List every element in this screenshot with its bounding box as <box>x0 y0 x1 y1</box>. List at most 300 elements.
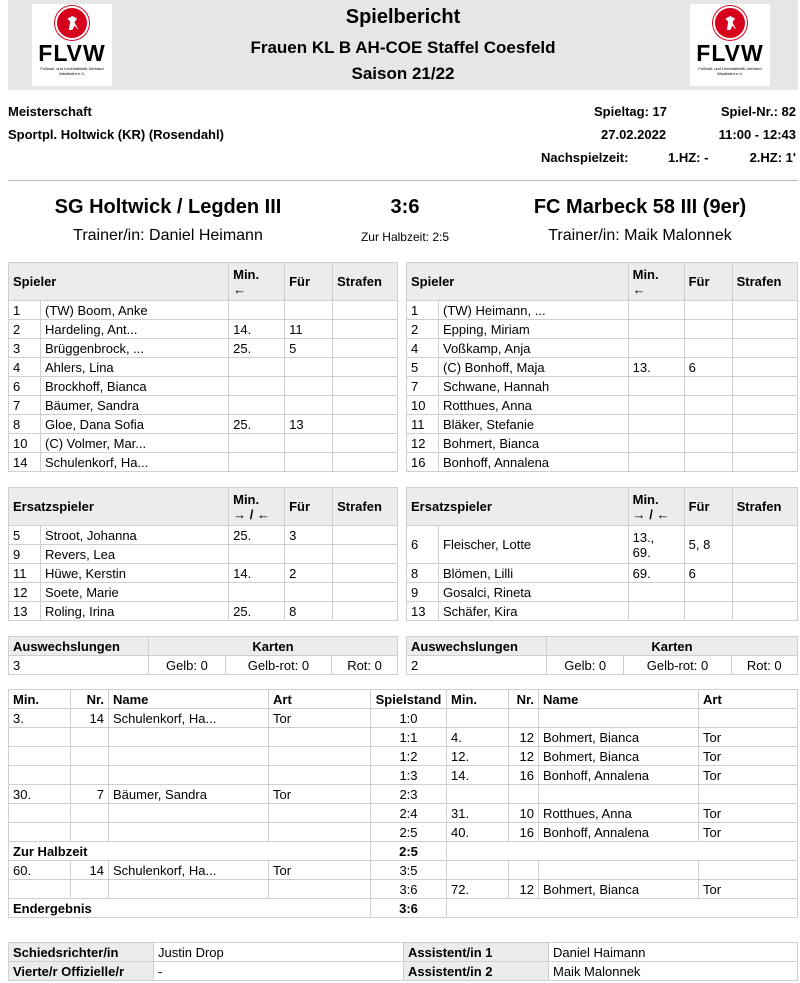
final-score: 3:6 <box>390 196 420 218</box>
auswechslungen-header: Auswechslungen <box>407 637 547 656</box>
player-minute: 14. <box>229 320 285 339</box>
away-event-player: Bohmert, Bianca <box>539 728 699 747</box>
player-number: 7 <box>9 396 41 415</box>
minute-label: Min. <box>632 491 659 507</box>
event-row <box>9 842 798 861</box>
player-name: Bonhoff, Annalena <box>439 453 629 472</box>
home-event-number: 14 <box>71 709 109 728</box>
player-row <box>9 526 398 545</box>
away-trainer: Trainer/in: Maik Malonnek <box>548 227 732 244</box>
player-minute <box>628 377 684 396</box>
player-number: 2 <box>407 320 439 339</box>
away-event-type <box>699 785 798 804</box>
minute-arrow-icon: ← <box>233 281 247 297</box>
away-event-type <box>699 861 798 880</box>
player-row <box>407 396 798 415</box>
player-number: 6 <box>9 377 41 396</box>
assistant2-name: Maik Malonnek <box>549 962 798 981</box>
flvw-logo-right: FLVW Fußball- und Leichtathletik-Verband Westfalen e.V. <box>690 4 770 86</box>
home-event-number <box>71 804 109 823</box>
event-row <box>9 804 798 823</box>
player-name: Epping, Miriam <box>439 320 629 339</box>
home-sub-count: 3 <box>9 656 149 675</box>
home-event-type <box>269 728 371 747</box>
player-row <box>407 526 798 564</box>
event-summary-label: Endergebnis <box>9 899 371 918</box>
event-score: 3:6 <box>371 880 447 899</box>
away-subs-table <box>406 487 798 621</box>
league-name: Frauen KL B AH-COE Staffel Coesfeld <box>250 38 556 57</box>
away-event-minute: 14. <box>447 766 509 785</box>
divider <box>8 180 798 181</box>
player-for <box>285 396 333 415</box>
home-event-player <box>109 880 269 899</box>
match-number: Spiel-Nr.: 82 <box>720 104 796 119</box>
player-minute <box>628 320 684 339</box>
player-number: 5 <box>407 358 439 377</box>
player-name: Roling, Irina <box>41 602 229 621</box>
player-minute <box>229 545 285 564</box>
away-event-player <box>539 861 699 880</box>
player-number: 1 <box>9 301 41 320</box>
home-yellow: Gelb: 0 <box>149 656 226 675</box>
officials-table <box>8 942 798 981</box>
away-event-number <box>509 861 539 880</box>
player-minute <box>229 301 285 320</box>
player-row <box>9 434 398 453</box>
season: Saison 21/22 <box>351 64 455 83</box>
home-event-player: Schulenkorf, Ha... <box>109 709 269 728</box>
player-name: Bohmert, Bianca <box>439 434 629 453</box>
player-name: Revers, Lea <box>41 545 229 564</box>
player-name: (TW) Heimann, ... <box>439 301 629 320</box>
event-row <box>9 728 798 747</box>
player-col-header: Spieler <box>9 263 229 301</box>
match-events-table <box>8 689 798 918</box>
player-row <box>9 564 398 583</box>
event-name-header: Name <box>539 690 699 709</box>
event-score: 3:6 <box>371 899 447 918</box>
player-name: Brockhoff, Bianca <box>41 377 229 396</box>
player-row <box>9 545 398 564</box>
player-row <box>407 453 798 472</box>
home-event-player <box>109 766 269 785</box>
player-name: Hardeling, Ant... <box>41 320 229 339</box>
minute-col-header <box>628 263 684 301</box>
player-penalty <box>732 358 797 377</box>
away-red: Rot: 0 <box>731 656 797 675</box>
away-yellow: Gelb: 0 <box>547 656 624 675</box>
home-event-type <box>269 747 371 766</box>
player-number: 12 <box>407 434 439 453</box>
away-event-type: Tor <box>699 747 798 766</box>
home-event-minute: 3. <box>9 709 71 728</box>
away-event-player <box>539 785 699 804</box>
auswechslungen-header: Auswechslungen <box>9 637 149 656</box>
home-event-number: 14 <box>71 861 109 880</box>
competition: Meisterschaft <box>8 104 92 119</box>
home-event-number <box>71 766 109 785</box>
player-for: 8 <box>285 602 333 621</box>
player-penalty <box>732 415 797 434</box>
event-row <box>9 766 798 785</box>
home-event-minute <box>9 766 71 785</box>
player-name: Schwane, Hannah <box>439 377 629 396</box>
away-event-number: 10 <box>509 804 539 823</box>
player-minute: 25. <box>229 415 285 434</box>
home-event-player: Schulenkorf, Ha... <box>109 861 269 880</box>
player-row <box>407 377 798 396</box>
player-name: Fleischer, Lotte <box>439 526 629 564</box>
player-number: 6 <box>407 526 439 564</box>
player-row <box>9 583 398 602</box>
away-event-number: 16 <box>509 766 539 785</box>
away-event-minute: 31. <box>447 804 509 823</box>
nachspielzeit-label: Nachspielzeit: <box>541 150 629 165</box>
event-score-header: Spielstand <box>371 690 447 709</box>
assistant2-label: Assistent/in 2 <box>404 962 549 981</box>
assistant1-name: Daniel Haimann <box>549 943 798 962</box>
away-event-minute: 72. <box>447 880 509 899</box>
away-event-player: Bohmert, Bianca <box>539 880 699 899</box>
away-event-type: Tor <box>699 766 798 785</box>
player-for: 3 <box>285 526 333 545</box>
player-name: Stroot, Johanna <box>41 526 229 545</box>
player-for <box>684 377 732 396</box>
away-event-number: 16 <box>509 823 539 842</box>
home-event-type: Tor <box>269 709 371 728</box>
home-team: SG Holtwick / Legden III <box>54 196 282 218</box>
penalty-col-header: Strafen <box>333 488 398 526</box>
player-minute <box>628 434 684 453</box>
home-yellow-red: Gelb-rot: 0 <box>225 656 331 675</box>
player-number: 11 <box>9 564 41 583</box>
event-score: 1:2 <box>371 747 447 766</box>
player-for <box>684 301 732 320</box>
player-for <box>285 453 333 472</box>
away-event-player: Bonhoff, Annalena <box>539 823 699 842</box>
player-penalty <box>732 526 797 564</box>
player-name: Gloe, Dana Sofia <box>41 415 229 434</box>
event-min-header: Min. <box>447 690 509 709</box>
player-for: 6 <box>684 564 732 583</box>
player-penalty <box>732 434 797 453</box>
matchday: Spieltag: 17 <box>594 104 667 119</box>
penalty-col-header: Strafen <box>732 263 797 301</box>
away-sub-count: 2 <box>407 656 547 675</box>
match-time: 11:00 - 12:43 <box>718 127 796 142</box>
event-score: 2:3 <box>371 785 447 804</box>
minute-arrow-icon: ← <box>632 281 646 297</box>
player-row <box>9 453 398 472</box>
home-event-type <box>269 804 371 823</box>
player-row <box>9 320 398 339</box>
player-for <box>684 415 732 434</box>
player-number: 4 <box>9 358 41 377</box>
player-for <box>285 545 333 564</box>
player-penalty <box>732 564 797 583</box>
minute-col-header <box>229 263 285 301</box>
event-row <box>9 747 798 766</box>
home-event-minute: 60. <box>9 861 71 880</box>
minute-arrow-icon: → / ← <box>233 506 270 522</box>
player-row <box>9 377 398 396</box>
event-summary-label: Zur Halbzeit <box>9 842 371 861</box>
player-penalty <box>732 320 797 339</box>
second-half-extra: 2.HZ: 1' <box>749 150 796 165</box>
player-penalty <box>732 301 797 320</box>
home-event-type <box>269 823 371 842</box>
home-event-player <box>109 823 269 842</box>
minute-label: Min. <box>632 266 659 282</box>
minute-col-header <box>628 488 684 526</box>
player-name: Schäfer, Kira <box>439 602 629 621</box>
event-row <box>9 823 798 842</box>
away-players-table <box>406 262 798 472</box>
player-minute <box>628 453 684 472</box>
player-row <box>407 564 798 583</box>
away-event-minute <box>447 709 509 728</box>
player-for <box>285 301 333 320</box>
event-score: 2:5 <box>371 842 447 861</box>
for-col-header: Für <box>285 263 333 301</box>
event-nr-header: Nr. <box>509 690 539 709</box>
player-number: 13 <box>407 602 439 621</box>
away-event-number <box>509 709 539 728</box>
away-event-number <box>509 785 539 804</box>
player-penalty <box>333 453 398 472</box>
player-number: 9 <box>9 545 41 564</box>
away-event-type <box>699 709 798 728</box>
event-empty <box>447 899 798 918</box>
away-team: FC Marbeck 58 III (9er) <box>533 196 747 218</box>
player-penalty <box>333 396 398 415</box>
minute-label: Min. <box>233 491 260 507</box>
assistant1-label: Assistent/in 1 <box>404 943 549 962</box>
away-event-player: Rotthues, Anna <box>539 804 699 823</box>
player-minute <box>229 396 285 415</box>
player-name: Soete, Marie <box>41 583 229 602</box>
penalty-col-header: Strafen <box>732 488 797 526</box>
event-nr-header: Nr. <box>71 690 109 709</box>
event-row <box>9 899 798 918</box>
home-event-minute <box>9 880 71 899</box>
event-row <box>9 785 798 804</box>
player-minute: 13., 69. <box>628 526 684 564</box>
player-number: 9 <box>407 583 439 602</box>
home-event-player: Bäumer, Sandra <box>109 785 269 804</box>
match-date: 27.02.2022 <box>601 127 667 142</box>
player-row <box>407 583 798 602</box>
player-penalty <box>333 377 398 396</box>
fourth-official-label: Vierte/r Offizielle/r <box>9 962 154 981</box>
player-name: Ahlers, Lina <box>41 358 229 377</box>
player-for <box>684 602 732 621</box>
home-trainer: Trainer/in: Daniel Heimann <box>73 227 263 244</box>
karten-header: Karten <box>149 637 398 656</box>
player-for <box>684 396 732 415</box>
player-row <box>9 602 398 621</box>
player-name: (TW) Boom, Anke <box>41 301 229 320</box>
player-number: 4 <box>407 339 439 358</box>
event-row <box>9 709 798 728</box>
player-for: 11 <box>285 320 333 339</box>
minute-col-header <box>229 488 285 526</box>
away-event-number: 12 <box>509 747 539 766</box>
event-type-header: Art <box>269 690 371 709</box>
player-penalty <box>732 602 797 621</box>
player-row <box>9 301 398 320</box>
away-event-minute <box>447 861 509 880</box>
player-minute: 14. <box>229 564 285 583</box>
home-event-player <box>109 804 269 823</box>
player-number: 13 <box>9 602 41 621</box>
for-col-header: Für <box>684 488 732 526</box>
player-col-header: Ersatzspieler <box>9 488 229 526</box>
minute-label: Min. <box>233 266 260 282</box>
player-name: (C) Volmer, Mar... <box>41 434 229 453</box>
player-penalty <box>333 358 398 377</box>
home-event-type: Tor <box>269 861 371 880</box>
player-minute: 25. <box>229 602 285 621</box>
event-min-header: Min. <box>9 690 71 709</box>
player-penalty <box>732 339 797 358</box>
away-event-type: Tor <box>699 880 798 899</box>
fourth-official-name: - <box>154 962 404 981</box>
penalty-col-header: Strafen <box>333 263 398 301</box>
player-number: 12 <box>9 583 41 602</box>
player-name: Blömen, Lilli <box>439 564 629 583</box>
player-name: Gosalci, Rineta <box>439 583 629 602</box>
away-event-number: 12 <box>509 880 539 899</box>
player-row <box>407 301 798 320</box>
away-event-minute: 12. <box>447 747 509 766</box>
away-event-type: Tor <box>699 823 798 842</box>
player-penalty <box>333 320 398 339</box>
player-penalty <box>732 377 797 396</box>
event-name-header: Name <box>109 690 269 709</box>
player-row <box>407 434 798 453</box>
horse-emblem-icon <box>55 6 89 40</box>
player-penalty <box>333 301 398 320</box>
player-row <box>407 415 798 434</box>
player-name: Schulenkorf, Ha... <box>41 453 229 472</box>
home-event-minute: 30. <box>9 785 71 804</box>
player-penalty <box>333 602 398 621</box>
away-event-minute: 40. <box>447 823 509 842</box>
event-row <box>9 861 798 880</box>
home-event-minute <box>9 823 71 842</box>
player-row <box>9 415 398 434</box>
referee-name: Justin Drop <box>154 943 404 962</box>
player-name: Rotthues, Anna <box>439 396 629 415</box>
player-name: Voßkamp, Anja <box>439 339 629 358</box>
player-penalty <box>333 564 398 583</box>
player-for <box>684 434 732 453</box>
report-title: Spielbericht <box>345 6 461 28</box>
player-for <box>684 583 732 602</box>
away-event-minute <box>447 785 509 804</box>
player-minute <box>229 583 285 602</box>
player-minute <box>229 434 285 453</box>
player-number: 14 <box>9 453 41 472</box>
player-number: 5 <box>9 526 41 545</box>
away-event-type: Tor <box>699 804 798 823</box>
player-number: 16 <box>407 453 439 472</box>
event-score: 1:3 <box>371 766 447 785</box>
player-for: 6 <box>684 358 732 377</box>
player-name: Bläker, Stefanie <box>439 415 629 434</box>
player-for: 5 <box>285 339 333 358</box>
player-penalty <box>732 583 797 602</box>
player-for: 5, 8 <box>684 526 732 564</box>
away-yellow-red: Gelb-rot: 0 <box>624 656 731 675</box>
home-event-minute <box>9 747 71 766</box>
player-col-header: Ersatzspieler <box>407 488 629 526</box>
event-score: 1:1 <box>371 728 447 747</box>
away-event-minute: 4. <box>447 728 509 747</box>
player-penalty <box>333 434 398 453</box>
home-players-table <box>8 262 398 472</box>
home-event-minute <box>9 804 71 823</box>
home-event-number <box>71 823 109 842</box>
home-summary-table <box>8 636 398 675</box>
player-number: 3 <box>9 339 41 358</box>
away-event-player <box>539 709 699 728</box>
player-minute <box>628 583 684 602</box>
player-minute: 69. <box>628 564 684 583</box>
player-name: Bäumer, Sandra <box>41 396 229 415</box>
player-number: 1 <box>407 301 439 320</box>
player-minute <box>628 415 684 434</box>
event-empty <box>447 842 798 861</box>
player-number: 7 <box>407 377 439 396</box>
report-header <box>8 0 798 90</box>
event-type-header: Art <box>699 690 798 709</box>
home-event-minute <box>9 728 71 747</box>
player-minute <box>229 358 285 377</box>
event-row <box>9 880 798 899</box>
player-minute <box>628 301 684 320</box>
player-row <box>9 396 398 415</box>
player-row <box>9 358 398 377</box>
player-name: Hüwe, Kerstin <box>41 564 229 583</box>
player-penalty <box>333 415 398 434</box>
player-for <box>684 320 732 339</box>
player-penalty <box>333 545 398 564</box>
player-minute <box>229 377 285 396</box>
home-event-number: 7 <box>71 785 109 804</box>
for-col-header: Für <box>684 263 732 301</box>
player-for <box>684 453 732 472</box>
home-event-number <box>71 880 109 899</box>
first-half-extra: 1.HZ: - <box>668 150 709 165</box>
halftime-score: Zur Halbzeit: 2:5 <box>360 230 450 244</box>
away-event-type: Tor <box>699 728 798 747</box>
referee-label: Schiedsrichter/in <box>9 943 154 962</box>
player-penalty <box>333 339 398 358</box>
karten-header: Karten <box>547 637 798 656</box>
home-event-player <box>109 728 269 747</box>
away-event-player: Bonhoff, Annalena <box>539 766 699 785</box>
player-name: Brüggenbrock, ... <box>41 339 229 358</box>
player-for <box>285 434 333 453</box>
player-number: 8 <box>9 415 41 434</box>
event-score: 2:5 <box>371 823 447 842</box>
event-score: 2:4 <box>371 804 447 823</box>
player-row <box>407 339 798 358</box>
home-event-number <box>71 728 109 747</box>
